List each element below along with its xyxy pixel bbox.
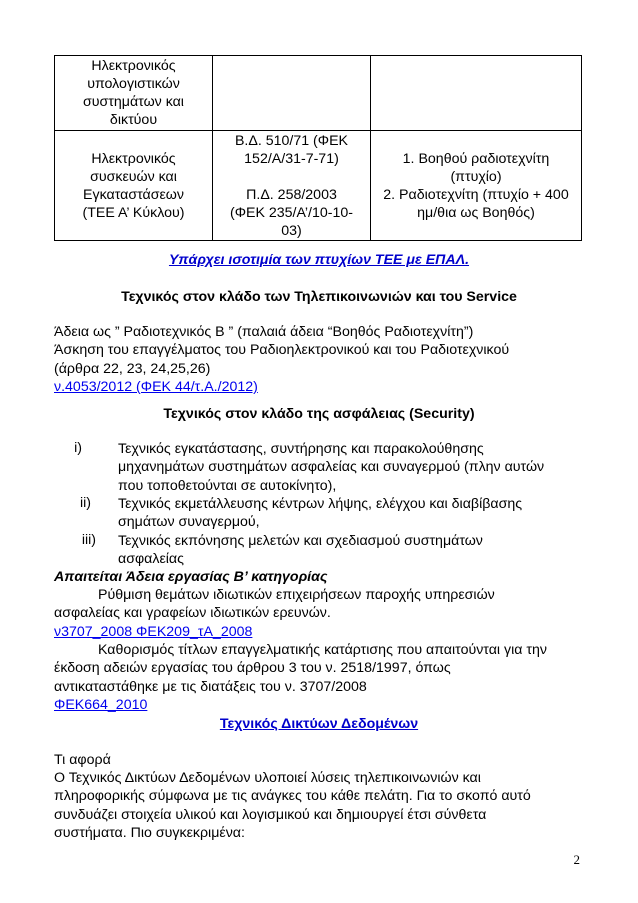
license-heading: Απαιτείται Άδεια εργασίας Β’ κατηγορίας	[54, 569, 328, 585]
text-line: (άρθρα 22, 23, 24,25,26)	[54, 360, 211, 377]
regulation-2	[54, 641, 594, 714]
table-cell	[55, 131, 213, 241]
equivalence-note[interactable]: Υπάρχει ισοτιμία των πτυχίων ΤΕΕ με ΕΠΑΛ.	[168, 252, 470, 268]
cell-line: (πτυχίο)	[450, 168, 502, 185]
cell-line: 2. Ραδιοτεχνίτη (πτυχίο + 400	[383, 186, 569, 203]
cell-line: συστημάτων και	[83, 94, 184, 110]
text-line: συστήματα. Πιο συγκεκριμένα:	[54, 824, 245, 841]
text-line: Τεχνικός εγκατάστασης, συντήρησης και παρακολούθησης	[118, 441, 484, 457]
cell-line: συσκευών και	[90, 168, 177, 185]
text-line: συνδυάζει στοιχεία υλικού και λογισμικού και δημιουργεί έτσι σύνθετα	[54, 806, 487, 823]
table-row	[55, 131, 582, 241]
regulation-1	[54, 586, 594, 641]
cell-line: (ΦΕΚ 235/Α’/10-10-	[229, 204, 354, 221]
cell-line: υπολογιστικών	[87, 76, 180, 92]
page-number: 2	[573, 852, 580, 867]
text-line: Ο Τεχνικός Δικτύων Δεδομένων υλοποιεί λύσεις τηλεπικοινωνιών και	[54, 770, 481, 786]
cell-line	[217, 168, 366, 186]
law-link[interactable]: ν.4053/2012 (ΦΕΚ 44/τ.Α./2012)	[54, 378, 258, 395]
text-line: Ρύθμιση θεμάτων ιδιωτικών επιχειρήσεων παροχής υπηρεσιών	[98, 587, 495, 603]
list-number: iii)	[81, 532, 96, 548]
list-item	[118, 440, 588, 495]
cell-line: (ΤΕΕ Α’ Κύκλου)	[82, 204, 185, 221]
text-line: Τεχνικός εκμετάλλευσης κέντρων λήψης, ελέγχου και διαβίβασης	[118, 496, 523, 512]
cell-line: Β.Δ. 510/71 (ΦΕΚ	[234, 132, 349, 149]
list-item	[118, 495, 588, 532]
regulation-1-link[interactable]: ν3707_2008 ΦΕΚ209_τΑ_2008	[54, 623, 253, 640]
list-item	[118, 532, 588, 569]
text-line: ασφαλείας και γραφείων ιδιωτικών ερευνών.	[54, 605, 331, 622]
security-heading: Τεχνικός στον κλάδο της ασφάλειας (Security)	[163, 406, 475, 422]
list-number: ii)	[79, 495, 91, 511]
text-line: αντικαταστάθηκε με τις διατάξεις του ν. 3707/2008	[54, 678, 367, 695]
network-intro: Τι αφορά	[54, 752, 111, 768]
list-number: i)	[74, 440, 82, 456]
table-cell	[213, 56, 371, 131]
telecom-paragraph	[54, 323, 594, 396]
telecom-heading: Τεχνικός στον κλάδο των Τηλεπικοινωνιών και του Service	[121, 289, 517, 305]
text-line: ασφαλείας	[118, 551, 184, 568]
cell-line: ημ/θια ως Βοηθός)	[417, 204, 535, 221]
text-line: που τοποθετούνται σε αυτοκίνητο),	[118, 477, 337, 494]
network-paragraph	[54, 769, 594, 842]
text-line: Καθορισμός τίτλων επαγγελματικής κατάρτισης που απαιτούνται για την	[98, 642, 547, 658]
cell-line: Εγκαταστάσεων	[83, 186, 184, 203]
cell-line: 1. Βοηθού ραδιοτεχνίτη	[402, 150, 550, 167]
cell-line: 152/Α/31-7-71)	[244, 150, 339, 167]
table-cell	[213, 131, 371, 241]
cell-line: Π.Δ. 258/2003	[246, 186, 337, 203]
network-heading[interactable]: Τεχνικός Δικτύων Δεδομένων	[219, 716, 419, 732]
cell-line: 03)	[281, 222, 302, 239]
regulation-2-link[interactable]: ΦΕΚ664_2010	[54, 696, 148, 713]
text-line: σημάτων συναγερμού,	[118, 514, 260, 531]
cell-line: δικτύου	[109, 112, 158, 128]
table-cell	[55, 56, 213, 131]
text-line: Τεχνικός εκπόνησης μελετών και σχεδιασμού συστημάτων	[118, 533, 483, 549]
table-row	[55, 56, 582, 131]
table-cell	[371, 56, 582, 131]
text-line: Άσκηση του επαγγέλματος του Ραδιοηλεκτρονικού και του Ραδιοτεχνικού	[54, 342, 510, 359]
qualifications-table	[54, 55, 582, 241]
cell-line: Ηλεκτρονικός	[91, 150, 176, 167]
text-line: πληροφορικής σύμφωνα με τις ανάγκες του κάθε πελάτη. Για το σκοπό αυτό	[54, 788, 531, 805]
text-line: έκδοση αδειών εργασίας του άρθρου 3 του ν. 2518/1997, όπως	[54, 660, 451, 677]
text-line: Άδεια ως ” Ραδιοτεχνικός Β ” (παλαιά άδεια “Βοηθός Ραδιοτεχνίτη”)	[54, 324, 474, 340]
cell-line: Ηλεκτρονικός	[91, 58, 176, 74]
table-cell	[371, 131, 582, 241]
text-line: μηχανημάτων συστημάτων ασφαλείας και συναγερμού (πλην αυτών	[118, 459, 545, 476]
